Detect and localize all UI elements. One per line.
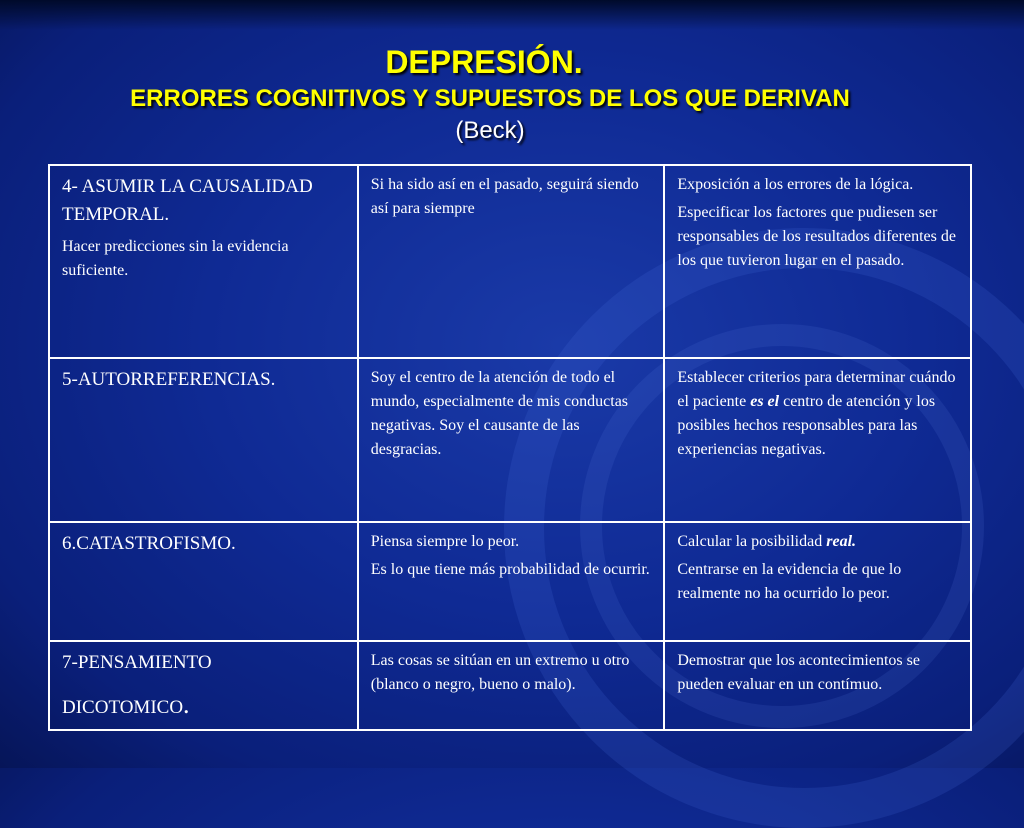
table-row xyxy=(49,522,971,641)
error-note: Hacer predicciones sin la evidencia suficiente. xyxy=(62,238,289,279)
slide-subtitle: ERRORES COGNITIVOS Y SUPUESTOS DE LOS QUE DERIVAN xyxy=(130,85,850,112)
strategy-text: Centrarse en la evidencia de que lo realmente no ha ocurrido lo peor. xyxy=(677,561,902,602)
strategy-cell xyxy=(664,358,971,522)
assumption-cell xyxy=(358,522,665,641)
error-name: 4- ASUMIR LA CAUSALIDAD TEMPORAL. xyxy=(62,176,313,225)
slide-title: DEPRESIÓN. xyxy=(385,44,583,80)
error-name: 5-AUTORREFERENCIAS. xyxy=(62,369,276,390)
assumption-text: Es lo que tiene más probabilidad de ocurrir. xyxy=(370,561,650,578)
strategy-cell xyxy=(664,641,971,730)
strategy-text xyxy=(677,366,960,462)
slide-author: (Beck) xyxy=(455,117,525,144)
assumption-text: Piensa siempre lo peor. xyxy=(370,533,520,550)
strategy-cell xyxy=(664,522,971,641)
cognitive-errors-table xyxy=(48,164,972,731)
error-name-line: 7-PENSAMIENTO xyxy=(62,652,212,673)
strategy-text-part: centro de atención y los posibles hechos responsables para las experiencias negativas. xyxy=(677,393,936,458)
error-name-cell xyxy=(49,641,358,730)
assumption-text: Si ha sido así en el pasado, seguirá siendo así para siempre xyxy=(370,176,639,217)
assumption-text: Soy el centro de la atención de todo el mundo, especialmente de mis conductas negativas. Soy el causante de las desgracias. xyxy=(370,369,629,458)
assumption-text: Las cosas se sitúan en un extremo u otro (blanco o negro, bueno o malo). xyxy=(370,652,630,693)
error-name-dot: . xyxy=(183,690,190,719)
table-row xyxy=(49,641,971,730)
strategy-emphasis: es el xyxy=(750,393,780,410)
strategy-cell xyxy=(664,165,971,358)
strategy-text: Exposición a los errores de la lógica. xyxy=(677,176,914,193)
error-name-line xyxy=(62,691,347,722)
error-name-cell xyxy=(49,522,358,641)
strategy-text: Demostrar que los acontecimientos se pueden evaluar en un contímuo. xyxy=(677,652,920,693)
error-name-cell xyxy=(49,165,358,358)
assumption-cell xyxy=(358,165,665,358)
strategy-text-part: Establecer criterios para determinar cuándo el paciente xyxy=(677,369,956,410)
error-name-text: DICOTOMICO xyxy=(62,697,184,718)
error-name: 6.CATASTROFISMO. xyxy=(62,533,236,554)
assumption-cell xyxy=(358,641,665,730)
error-name-cell xyxy=(49,358,358,522)
strategy-emphasis: real. xyxy=(826,533,857,550)
strategy-text-part: Calcular la posibilidad xyxy=(677,533,827,550)
strategy-text: Especificar los factores que pudiesen ser responsables de los resultados diferentes de los que tuvieron lugar en el pasado. xyxy=(677,204,956,269)
strategy-text xyxy=(677,530,960,554)
table-row xyxy=(49,358,971,522)
top-shade xyxy=(0,0,1024,30)
assumption-cell xyxy=(358,358,665,522)
table-row xyxy=(49,165,971,358)
